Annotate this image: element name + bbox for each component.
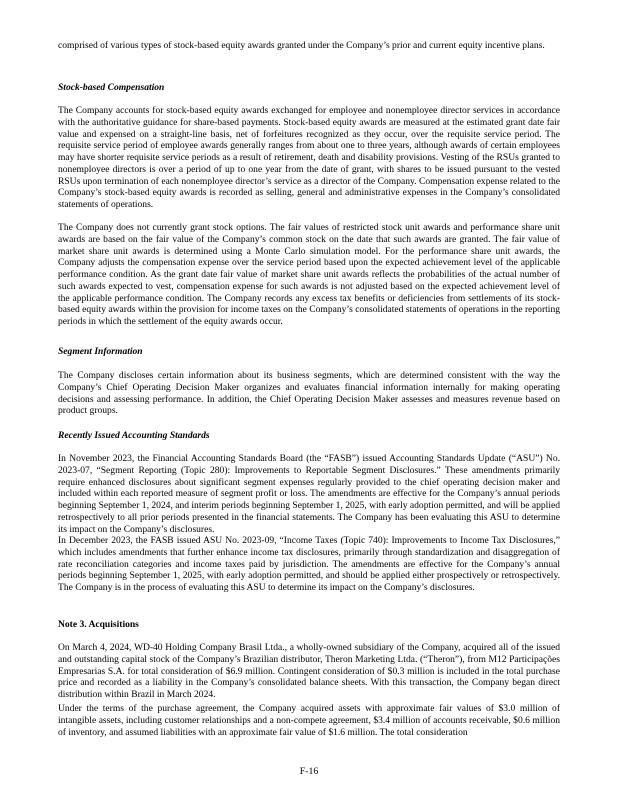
- section-heading-segment-information: Segment Information: [58, 346, 143, 357]
- recently-issued-standards-paragraph-1: In November 2023, the Financial Accounting Standards Board (the “FASB”) issued Accounting Standards Update (“ASU”) No. 2023-07, “Segment Reporting (Topic 280): Improvements to Reportable Segment Disclosures.” These amendments primarily require enhanced disclosures about significant segment expenses regularly provided to the chief operating decision maker and included within each reported measure of segment profit or loss. The amendments are effective for the Company’s annual periods beginning September 1, 2024, and interim periods beginning September 1, 2025, with early adoption permitted, and will be applied retrospectively to all prior periods presented in the financial statements. The Company has been evaluating this ASU to determine its impact on the Company’s disclosures.: [58, 453, 560, 535]
- stock-based-compensation-paragraph-2: The Company does not currently grant stock options. The fair values of restricted stock unit awards and performance share unit awards are based on the fair value of the Company’s common stock on the date that such awards are granted. The fair value of market share unit awards is determined using a Monte Carlo simulation model. For the performance share unit awards, the Company adjusts the compensation expense over the service period based upon the expected achievement level of the applicable performance condition. As the grant date fair value of market share unit awards reflects the probabilities of the actual number of such awards expected to vest, compensation expense for such awards is not adjusted based on the expected achievement level of the applicable performance condition. The Company records any excess tax benefits or deficiencies from settlements of its stock-based equity awards within the provision for income taxes on the Company’s consolidated statements of operations in the reporting periods in which the settlement of the equity awards occur.: [58, 222, 560, 327]
- section-heading-note-3-acquisitions: Note 3. Acquisitions: [58, 619, 139, 630]
- recently-issued-standards-paragraph-2: In December 2023, the FASB issued ASU No. 2023-09, “Income Taxes (Topic 740): Improvements to Income Tax Disclosures,” which includes amendments that further enhance income tax disclosures, primarily through standardization and disaggregation of rate reconciliation categories and income taxes paid by jurisdiction. The amendments are effective for the Company’s annual periods beginning September 1, 2025, with early adoption permitted, and should be applied either prospectively or retrospectively. The Company is in the process of evaluating this ASU to determine its impact on the Company’s disclosures.: [58, 535, 560, 593]
- page-number: F-16: [299, 766, 319, 777]
- segment-information-paragraph: The Company discloses certain information about its business segments, which are determined consistent with the way the Company’s Chief Operating Decision Maker organizes and evaluates financial information internally for making operating decisions and assessing performance. In addition, the Chief Operating Decision Maker assesses and measures revenue based on product groups.: [58, 370, 560, 417]
- stock-based-compensation-paragraph-1: The Company accounts for stock-based equity awards exchanged for employee and nonemployee director services in accordance with the authoritative guidance for share-based payments. Stock-based equity awards are measured at the estimated grant date fair value and expensed on a straight-line basis, net of forfeitures recognized as they occur, over the requisite service period. The requisite service period of employee awards generally ranges from about one to three years, although awards of certain employees may have shorter requisite service periods as a result of retirement, death and disability provisions. Vesting of the RSUs granted to nonemployee directors is over a period of up to one year from the date of grant, with shares to be issued pursuant to the vested RSUs upon termination of each nonemployee director’s service as a director of the Company. Compensation expense related to the Company’s stock-based equity awards is recorded as selling, general and administrative expenses in the Company’s consolidated statements of operations.: [58, 105, 560, 210]
- acquisitions-paragraph-2: Under the terms of the purchase agreement, the Company acquired assets with approximate fair values of $3.0 million of intangible assets, including customer relationships and a non-compete agreement, $3.4 million of accounts receivable, $0.6 million of inventory, and assumed liabilities with an approximate fair value of $1.6 million. The total consideration: [58, 703, 560, 738]
- section-heading-recently-issued-standards: Recently Issued Accounting Standards: [58, 430, 210, 441]
- section-heading-stock-based-compensation: Stock-based Compensation: [58, 82, 165, 93]
- intro-paragraph: comprised of various types of stock-based equity awards granted under the Company’s prior and current equity incentive plans.: [58, 40, 545, 51]
- acquisitions-paragraph-1: On March 4, 2024, WD-40 Holding Company Brasil Ltda., a wholly-owned subsidiary of the Company, acquired all of the issued and outstanding capital stock of the Company’s Brazilian distributor, Theron Marketing Ltda. (“Theron”), from M12 Participações Empresarias S.A. for total consideration of $6.9 million. Contingent consideration of $0.3 million is included in the total purchase price and recorded as a liability in the Company’s consolidated balance sheets. With this transaction, the Company began direct distribution within Brazil in March 2024.: [58, 642, 560, 700]
